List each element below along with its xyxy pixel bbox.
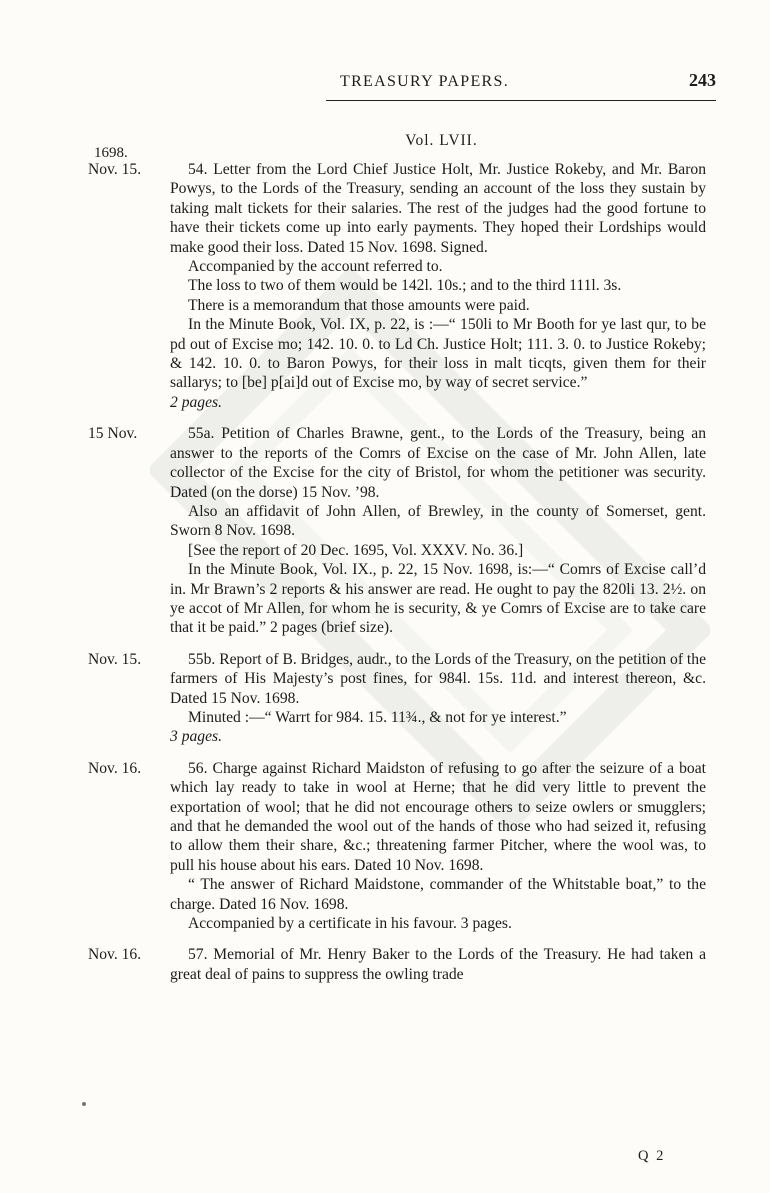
entry-paragraph: 55a. Petition of Charles Brawne, gent., to the Lords of the Treasury, being an answer to the reports of the Comrs of Excise on the case of Mr. John Allen, late collector of the Excise for the city of Bristol, for whom the petitioner was security. Dated (on the dorse) 15 Nov. ’98.	[170, 425, 706, 501]
entry-paragraph: In the Minute Book, Vol. IX., p. 22, 15 Nov. 1698, is:—“ Comrs of Excise call’d in. Mr Brawn’s 2 reports & his answer are read. He ought to pay the 820li 13. 2½. on ye accot of Mr Allen, for whom he is security, & ye Comrs of Excise are to take care that it be paid.” 2 pages (brief size).	[170, 561, 706, 637]
entry-date: Nov. 16.	[88, 946, 142, 964]
entry-date: Nov. 15.	[88, 161, 142, 178]
page-count: 3 pages.	[170, 728, 222, 746]
entry-paragraph: Minuted :—“ Warrt for 984. 15. 11¾., & not for ye interest.”	[188, 708, 567, 726]
entry-body	[170, 759, 706, 934]
header-rule	[326, 100, 716, 101]
entry-54	[0, 160, 770, 412]
entry-paragraph: Accompanied by a certificate in his favour. 3 pages.	[188, 915, 512, 933]
entry-date: Nov. 16.	[88, 759, 142, 777]
entry-paragraph: 57. Memorial of Mr. Henry Baker to the Lords of the Treasury. He had taken a great deal of pains to suppress the owling trade	[170, 946, 706, 983]
entry-56	[0, 759, 770, 934]
entry-paragraph: The loss to two of them would be 142l. 10s.; and to the third 111l. 3s.	[188, 277, 622, 295]
ink-speck	[82, 1102, 86, 1106]
entry-paragraph: Accompanied by the account referred to.	[188, 258, 443, 276]
entry-paragraph: 56. Charge against Richard Maidston of refusing to go after the seizure of a boat which lay ready to take in wool at Herne; that he did very little to prevent the exportation of wool; that he did not encourage others to seize owlers or smugglers; and that he demanded the wool out of the hands of those who had seized it, refusing to allow them their share, &c.; threatening farmer Pitcher, where the wool was, to pull his house about his ears. Dated 10 Nov. 1698.	[170, 759, 706, 874]
entry-date: 15 Nov.	[88, 425, 138, 443]
entry-body	[170, 424, 706, 637]
entry-paragraph: There is a memorandum that those amounts were paid.	[188, 296, 530, 314]
entry-body	[170, 945, 706, 984]
entry-55a	[0, 424, 770, 637]
entry-paragraph: [See the report of 20 Dec. 1695, Vol. XXXV. No. 36.]	[188, 541, 524, 559]
entry-body	[170, 650, 706, 747]
entry-date: Nov. 15.	[88, 650, 142, 668]
entry-paragraph: In the Minute Book, Vol. IX, p. 22, is :—“ 150li to Mr Booth for ye last qur, to be pd out of Excise mo; 142. 10. 0. to Ld Ch. Justice Holt; 111. 3. 0. to Justice Rokeby; & 142. 10. 0. to Baron Powys, for their loss in malt ticqts, given them for their sallarys; to [be] p[ai]d out of Excise mo, by way of secret service.”	[170, 316, 706, 392]
volume-heading: Vol. LVII.	[405, 132, 478, 149]
running-title: TREASURY PAPERS.	[340, 73, 510, 90]
entry-paragraph: 54. Letter from the Lord Chief Justice Holt, Mr. Justice Rokeby, and Mr. Baron Powys, to the Lords of the Treasury, sending an account of the loss they sustain by taking malt tickets for their salaries. The rest of the judges had the good fortune to have their tickets come up into early payments. They hoped their Lordships would make good their loss. Dated 15 Nov. 1698. Signed.	[170, 161, 706, 256]
running-head	[340, 72, 716, 96]
entry-57	[0, 945, 770, 984]
page-number: 243	[689, 70, 716, 90]
page-count: 2 pages.	[170, 393, 222, 411]
entry-paragraph: “ The answer of Richard Maidstone, commander of the Whitstable boat,” to the charge. Dated 16 Nov. 1698.	[170, 876, 706, 913]
year-label: 1698.	[94, 145, 128, 161]
entry-body	[170, 160, 706, 412]
entry-55b	[0, 650, 770, 747]
entries-list	[0, 160, 770, 996]
entry-paragraph: Also an affidavit of John Allen, of Brewley, in the county of Somerset, gent. Sworn 8 Nov. 1698.	[170, 502, 706, 540]
signature-mark: Q 2	[638, 1148, 666, 1164]
entry-paragraph: 55b. Report of B. Bridges, audr., to the Lords of the Treasury, on the petition of the farmers of His Majesty’s post fines, for 984l. 15s. 11d. and interest thereon, &c. Dated 15 Nov. 1698.	[170, 650, 706, 707]
